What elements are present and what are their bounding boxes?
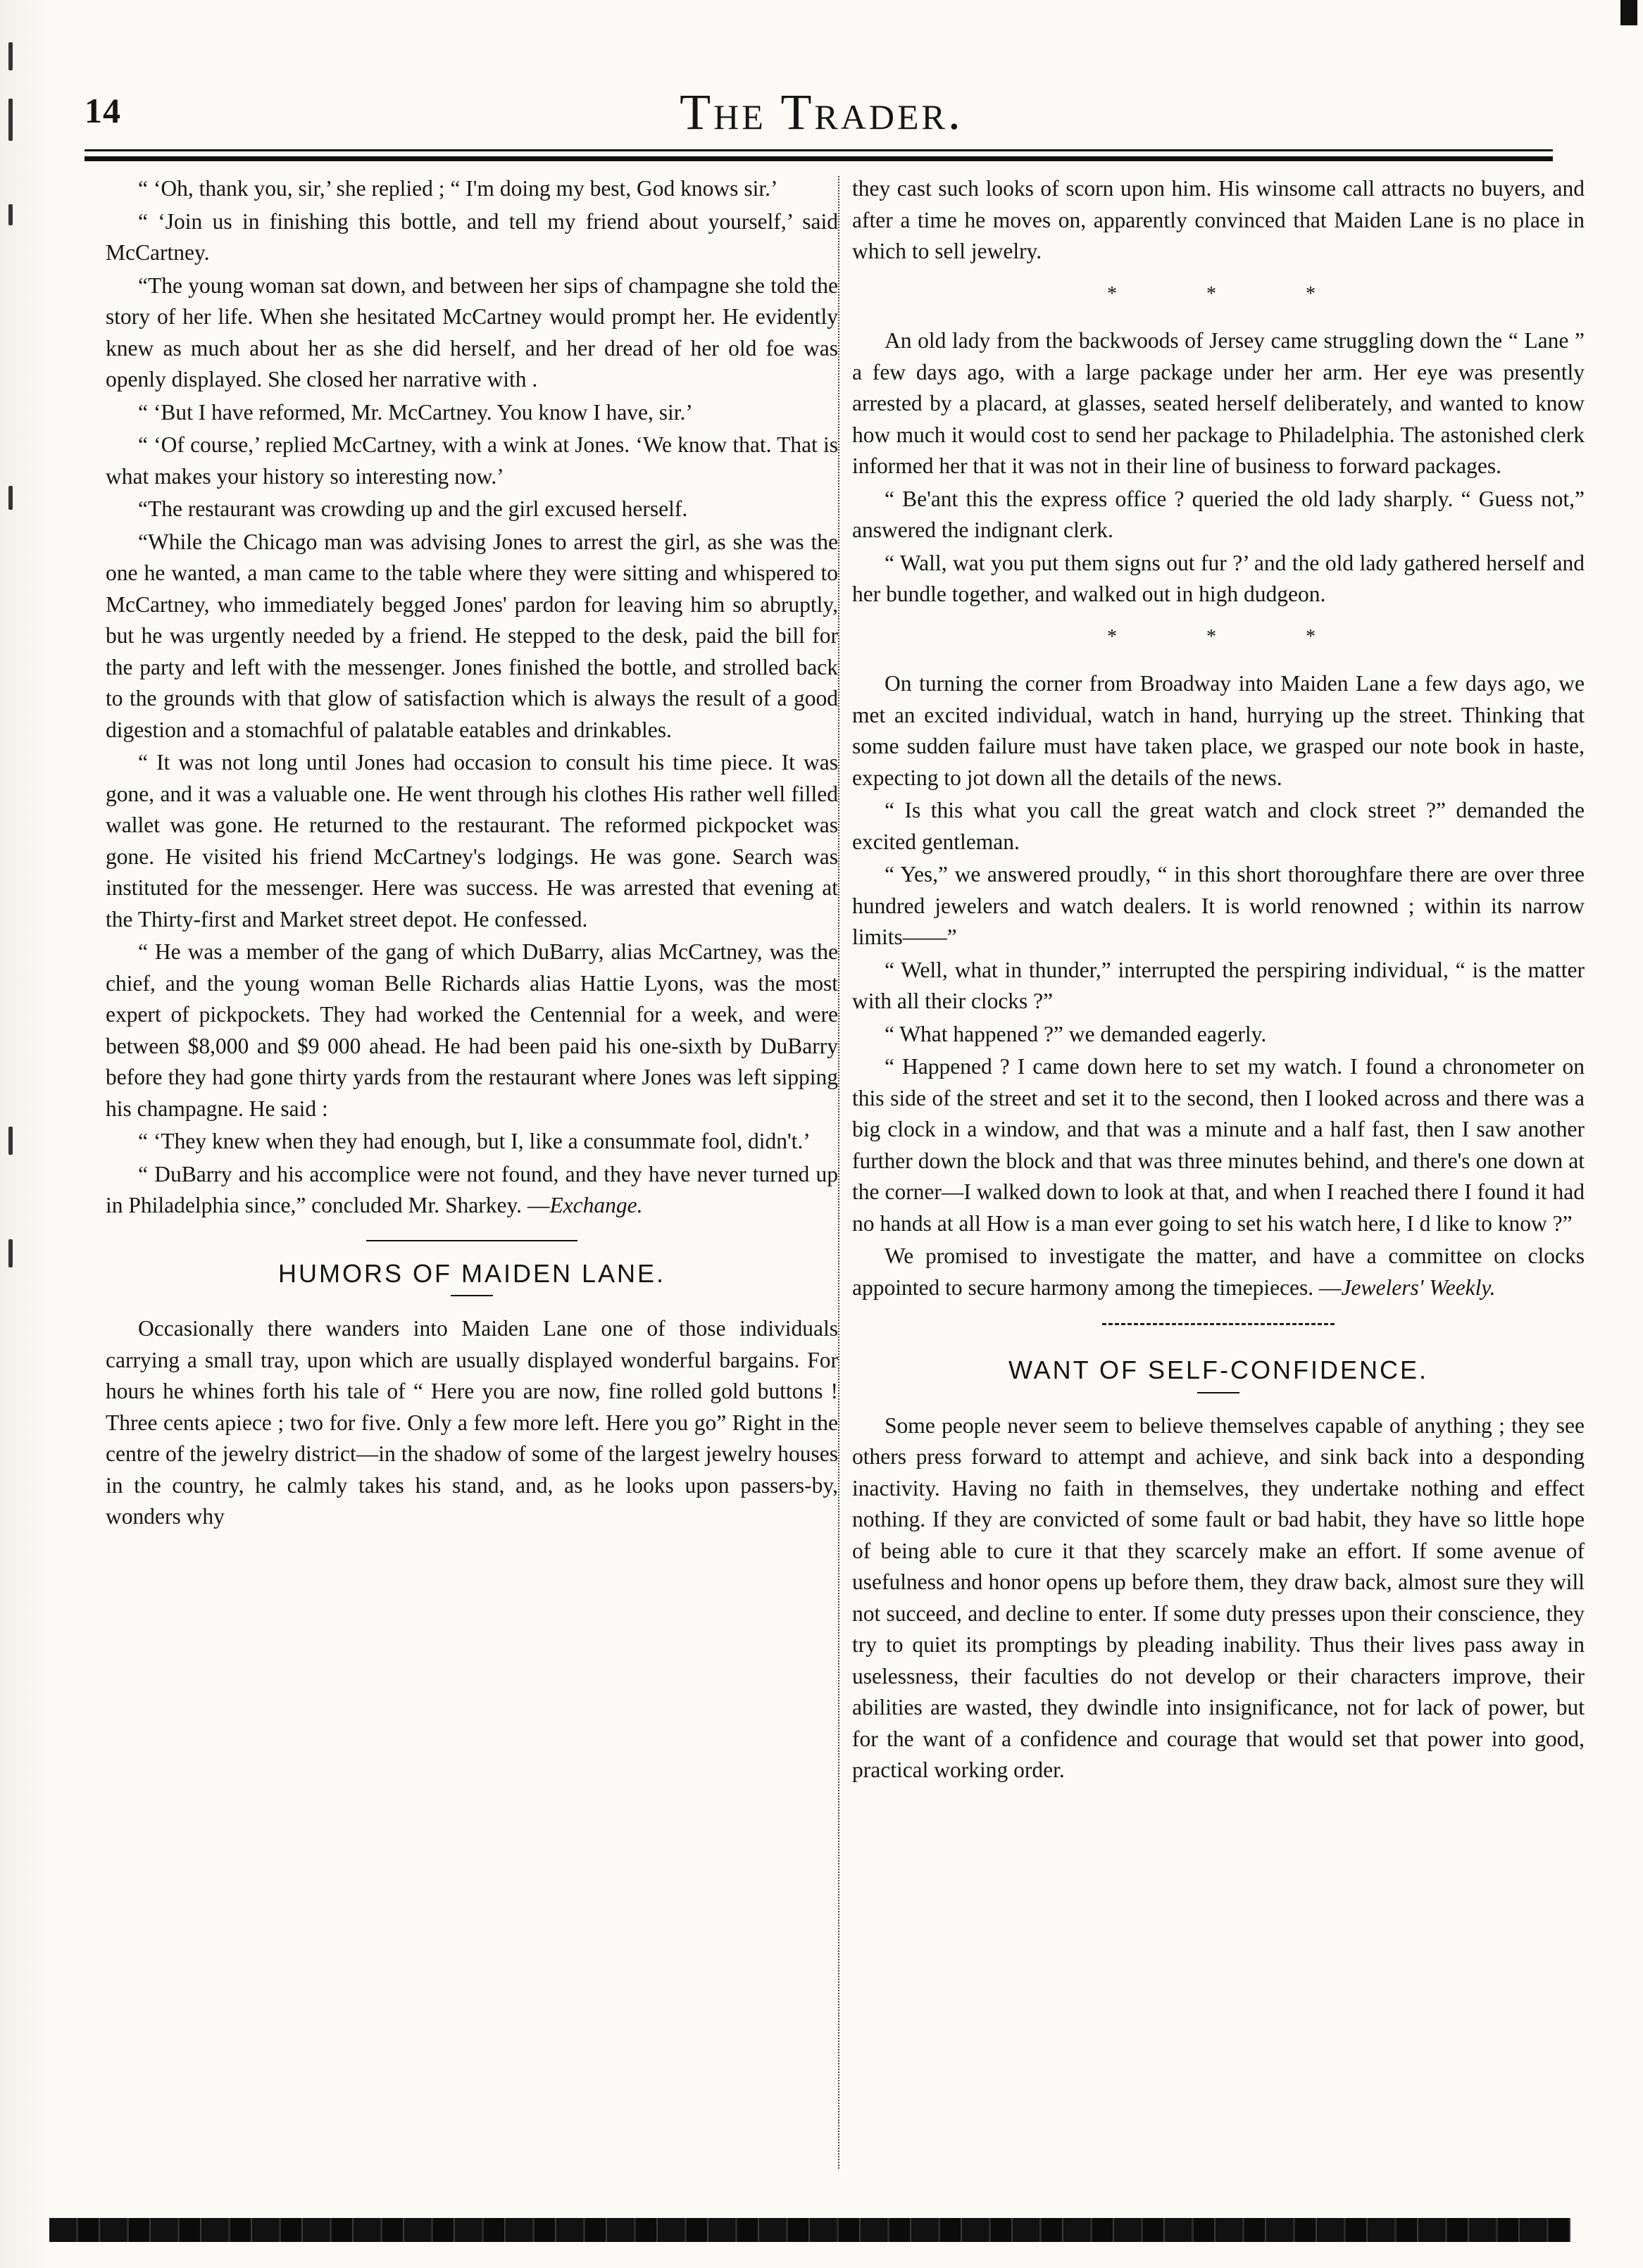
paragraph: “The young woman sat down, and between her sips of champagne she told the story of her life. When she hesitated McCartney would prompt her. He evidently knew as much about her as she did herself, and her dread of her old foe was openly displayed. She closed her narrative with . bbox=[106, 272, 838, 391]
paragraph bbox=[106, 1159, 838, 1222]
paragraph: Some people never seem to believe themselves capable of anything ; they see others press forward to attempt and achieve, and sink back into a desponding inactivity. Having no faith in themselves, they undertake nothing and effect nothing. If they are convicted of some fault or bad habit, they have so little hope of being able to cure it that they scarcely make an effort. If some avenue of usefulness and honor opens up before them, they draw back, almost sure they will not succeed, and decline to enter. If some duty presses upon their conscience, they try to quiet its promptings by pleading inability. Thus their lives pass away in uselessness, their faculties do not develop or their characters improve, their abilities are wasted, they dwindle into insignificance, not for lack of power, but for the want of a confidence and courage that would set that power into good, practical working order. bbox=[852, 1412, 1585, 1782]
binding-mark bbox=[8, 486, 13, 510]
binding-mark bbox=[8, 42, 13, 70]
scan-corner-mark bbox=[1620, 0, 1637, 25]
paragraph-text: We promised to investigate the matter, and have a committee on clocks appointed to secure harmony among the timepieces. — bbox=[852, 1243, 1585, 1300]
binding-mark bbox=[8, 204, 13, 225]
paragraph: An old lady from the backwoods of Jersey came struggling down the “ Lane ” a few days ago, with a large package under her arm. Her eye was presently arrested by a placard, at glasses, seated herself deliberately, and wanted to know how much it would cost to send her package to Philadelphia. The astonished clerk informed her that it was not in their line of business to forward packages. bbox=[852, 328, 1585, 478]
paragraph: “ ‘They knew when they had enough, but I, like a consummate fool, didn't.’ bbox=[138, 1129, 811, 1153]
paragraph: “ Is this what you call the great watch and clock street ?” demanded the excited gentleman. bbox=[852, 798, 1585, 854]
column-divider bbox=[838, 176, 839, 2169]
paragraph: “ Wall, wat you put them signs out fur ?’ and the old lady gathered herself and her bundle together, and walked out in high dudgeon. bbox=[852, 550, 1585, 606]
footer-border bbox=[49, 2218, 1570, 2242]
paragraph: “ It was not long until Jones had occasion to consult his time piece. It was gone, and it was a valuable one. He went through his clothes His rather well filled wallet was gone. He returned to the restaurant. The reformed pickpocket was gone. He visited his friend McCartney's lodgings. He was gone. Search was instituted for the messenger. Here was success. He was arrested that evening at the Thirty-first and Market street depot. He confessed. bbox=[106, 750, 838, 932]
header-rule-thin bbox=[85, 149, 1553, 151]
section-break-stars: * * * bbox=[1107, 282, 1358, 305]
paragraph: “ Yes,” we answered proudly, “ in this short thoroughfare there are over three hundred jewelers and watch dealers. It is world renowned ; within its narrow limits——” bbox=[852, 862, 1585, 949]
paragraph-text: “ DuBarry and his accomplice were not found, and they have never turned up in Philadelphia since,” concluded Mr. Sharkey. — bbox=[106, 1161, 838, 1217]
paragraph: “ Well, what in thunder,” interrupted the perspiring individual, “ is the matter with all their clocks ?” bbox=[852, 957, 1585, 1013]
paragraph: “ He was a member of the gang of which DuBarry, alias McCartney, was the chief, and the young woman Belle Richards alias Hattie Lyons, was the most expert of pickpockets. They had worked the Centennial for a week, and were between $8,000 and $9 000 ahead. He had been paid his one-sixth by DuBarry before they had gone thirty yards from the restaurant where Jones was left sipping his champagne. He said : bbox=[106, 939, 838, 1121]
paragraph: they cast such looks of scorn upon him. His winsome call attracts no buyers, and after a time he moves on, apparently convinced that Maiden Lane is no place in which to sell jewelry. bbox=[852, 176, 1585, 263]
heading-underline bbox=[451, 1295, 493, 1296]
section-break-stars: * * * bbox=[1107, 625, 1358, 648]
source-credit: Exchange. bbox=[549, 1193, 643, 1217]
left-column bbox=[106, 173, 838, 1534]
paragraph: “ Be'ant this the express office ? queried the old lady sharply. “ Guess not,” answered the indignant clerk. bbox=[852, 486, 1585, 542]
paragraph: On turning the corner from Broadway into Maiden Lane a few days ago, we met an excited individual, watch in hand, hurrying up the street. Thinking that some sudden failure must have taken place, we grasped our note book in haste, expecting to jot down all the details of the news. bbox=[852, 671, 1585, 790]
paragraph: “ What happened ?” we demanded eagerly. bbox=[885, 1021, 1267, 1046]
header-rule-thick bbox=[85, 156, 1553, 161]
paragraph: “The restaurant was crowding up and the girl excused herself. bbox=[138, 496, 688, 521]
page-number: 14 bbox=[85, 91, 121, 130]
paragraph bbox=[852, 1241, 1585, 1303]
paragraph: “ ‘Of course,’ replied McCartney, with a wink at Jones. ‘We know that. That is what makes your history so interesting now.’ bbox=[106, 432, 838, 489]
section-divider bbox=[1102, 1323, 1335, 1325]
scan-margin bbox=[0, 0, 49, 2268]
paragraph: “While the Chicago man was advising Jones to arrest the girl, as she was the one he wanted, a man came to the table where they were sitting and whispered to McCartney, who immediately begged Jones' pardon for leaving him so abruptly, but he was urgently needed by a friend. He stepped to the desk, paid the bill for the party and left with the messenger. Jones finished the bottle, and strolled back to the grounds with that glow of satisfaction which is always the result of a good digestion and a stomachful of palatable eatables and drinkables. bbox=[106, 529, 838, 742]
binding-mark bbox=[8, 1239, 13, 1267]
paragraph: Occasionally there wanders into Maiden Lane one of those individuals carrying a small tray, upon which are usually displayed wonderful bargains. For hours he whines forth his tale of “ Here you are now, fine rolled gold buttons ! Three cents apiece ; two for five. Only a few more left. Here you go” Right in the centre of the jewelry district—in the shadow of some of the largest jewelry houses in the country, he calmly takes his stand, and, as he looks upon passers-by, wonders why bbox=[106, 1316, 838, 1529]
paragraph: “ ‘Join us in finishing this bottle, and tell my friend about yourself,’ said McCartney. bbox=[106, 208, 838, 265]
binding-mark bbox=[8, 1127, 13, 1155]
section-heading: WANT OF SELF-CONFIDENCE. bbox=[1008, 1355, 1429, 1384]
paragraph: “ ‘Oh, thank you, sir,’ she replied ; “ I'm doing my best, God knows sir.’ bbox=[138, 176, 778, 201]
heading-underline bbox=[1197, 1392, 1239, 1393]
section-divider bbox=[366, 1240, 577, 1241]
paragraph: “ ‘But I have reformed, Mr. McCartney. You know I have, sir.’ bbox=[138, 399, 693, 425]
section-heading: HUMORS OF MAIDEN LANE. bbox=[277, 1258, 666, 1288]
page-title: The Trader. bbox=[680, 84, 963, 140]
source-credit: Jewelers' Weekly. bbox=[1341, 1274, 1496, 1300]
paragraph: “ Happened ? I came down here to set my watch. I found a chronometer on this side of the street and set it to the second, then I looked across and there was a big clock in a window, and that was a minute and a half fast, then I saw another further down the block and that was three minutes behind, and there's one down at the corner—I walked down to look at that, and when I reached there I found it had no hands at all How is a man ever going to set his watch here, I d like to know ?” bbox=[852, 1054, 1585, 1236]
right-column bbox=[852, 173, 1585, 1788]
